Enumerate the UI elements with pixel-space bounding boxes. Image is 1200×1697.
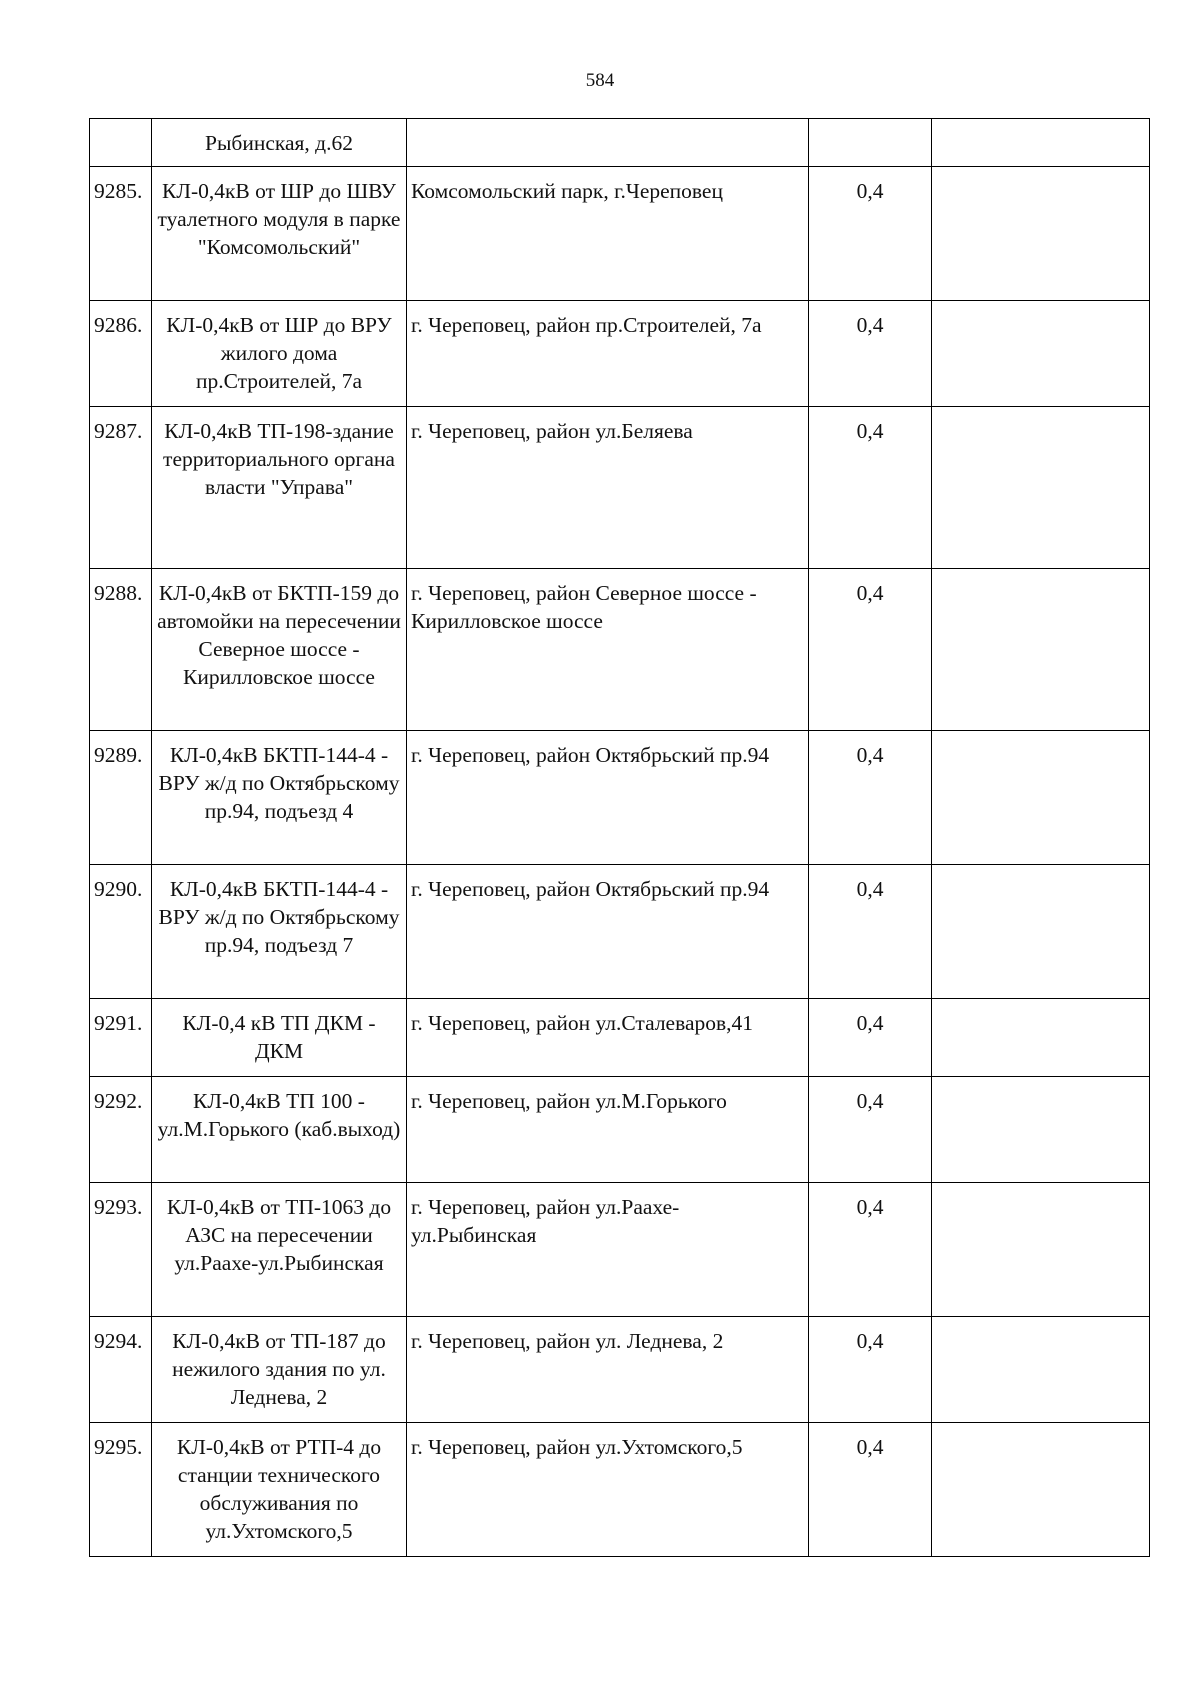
table-row [90,407,1150,569]
location-cell: г. Череповец, район ул.М.Горького [407,1077,809,1183]
table-row [90,167,1150,301]
line-name-cell: Рыбинская, д.62 [152,119,407,167]
voltage-cell: 0,4 [809,407,932,569]
cable-lines-table [89,118,1150,1557]
location-cell: г. Череповец, район ул.Ухтомского,5 [407,1423,809,1557]
location-cell: г. Череповец, район пр.Строителей, 7а [407,301,809,407]
extra-cell [932,731,1150,865]
row-number-cell: 9293. [90,1183,152,1317]
page-number: 584 [585,70,615,91]
location-cell: г. Череповец, район Октябрьский пр.94 [407,731,809,865]
voltage-cell: 0,4 [809,1183,932,1317]
line-name-cell: КЛ-0,4 кВ ТП ДКМ - ДКМ [152,999,407,1077]
table-row [90,1317,1150,1423]
row-number-cell: 9290. [90,865,152,999]
extra-cell [932,301,1150,407]
line-name-cell: КЛ-0,4кВ от ШР до ВРУ жилого дома пр.Строителей, 7а [152,301,407,407]
table-body [90,119,1150,1557]
line-name-cell: КЛ-0,4кВ БКТП-144-4 - ВРУ ж/д по Октябрьскому пр.94, подъезд 7 [152,865,407,999]
continuation-row [90,119,1150,167]
table-row [90,1077,1150,1183]
location-cell: г. Череповец, район Северное шоссе - Кирилловское шоссе [407,569,809,731]
location-cell: Комсомольский парк, г.Череповец [407,167,809,301]
extra-cell [932,167,1150,301]
voltage-cell: 0,4 [809,301,932,407]
line-name-cell: КЛ-0,4кВ БКТП-144-4 - ВРУ ж/д по Октябрьскому пр.94, подъезд 4 [152,731,407,865]
line-name-cell: КЛ-0,4кВ от ШР до ШВУ туалетного модуля в парке "Комсомольский" [152,167,407,301]
table-row [90,1423,1150,1557]
location-cell: г. Череповец, район ул. Леднева, 2 [407,1317,809,1423]
row-number-cell: 9286. [90,301,152,407]
line-name-cell: КЛ-0,4кВ от ТП-187 до нежилого здания по ул. Леднева, 2 [152,1317,407,1423]
voltage-cell: 0,4 [809,1077,932,1183]
location-cell: г. Череповец, район Октябрьский пр.94 [407,865,809,999]
location-cell: г. Череповец, район ул.Беляева [407,407,809,569]
voltage-cell: 0,4 [809,731,932,865]
line-name-cell: КЛ-0,4кВ ТП-198-здание территориального органа власти "Управа" [152,407,407,569]
line-name-cell: КЛ-0,4кВ от РТП-4 до станции технического обслуживания по ул.Ухтомского,5 [152,1423,407,1557]
table-row [90,999,1150,1077]
row-number-cell: 9292. [90,1077,152,1183]
extra-cell [932,1077,1150,1183]
row-number-cell [90,119,152,167]
row-number-cell: 9291. [90,999,152,1077]
row-number-cell: 9294. [90,1317,152,1423]
table-row [90,301,1150,407]
line-name-cell: КЛ-0,4кВ от БКТП-159 до автомойки на пересечении Северное шоссе - Кирилловское шоссе [152,569,407,731]
location-cell: г. Череповец, район ул.Раахе-ул.Рыбинская [407,1183,809,1317]
voltage-cell: 0,4 [809,999,932,1077]
row-number-cell: 9295. [90,1423,152,1557]
table-row [90,569,1150,731]
table-row [90,731,1150,865]
voltage-cell: 0,4 [809,1423,932,1557]
extra-cell [932,119,1150,167]
extra-cell [932,569,1150,731]
location-cell: г. Череповец, район ул.Сталеваров,41 [407,999,809,1077]
extra-cell [932,407,1150,569]
extra-cell [932,865,1150,999]
row-number-cell: 9287. [90,407,152,569]
voltage-cell: 0,4 [809,1317,932,1423]
location-cell [407,119,809,167]
voltage-cell [809,119,932,167]
table-row [90,1183,1150,1317]
extra-cell [932,1317,1150,1423]
voltage-cell: 0,4 [809,167,932,301]
voltage-cell: 0,4 [809,865,932,999]
line-name-cell: КЛ-0,4кВ от ТП-1063 до АЗС на пересечении ул.Раахе-ул.Рыбинская [152,1183,407,1317]
row-number-cell: 9285. [90,167,152,301]
extra-cell [932,999,1150,1077]
extra-cell [932,1183,1150,1317]
row-number-cell: 9289. [90,731,152,865]
row-number-cell: 9288. [90,569,152,731]
voltage-cell: 0,4 [809,569,932,731]
table-row [90,865,1150,999]
extra-cell [932,1423,1150,1557]
line-name-cell: КЛ-0,4кВ ТП 100 - ул.М.Горького (каб.выход) [152,1077,407,1183]
